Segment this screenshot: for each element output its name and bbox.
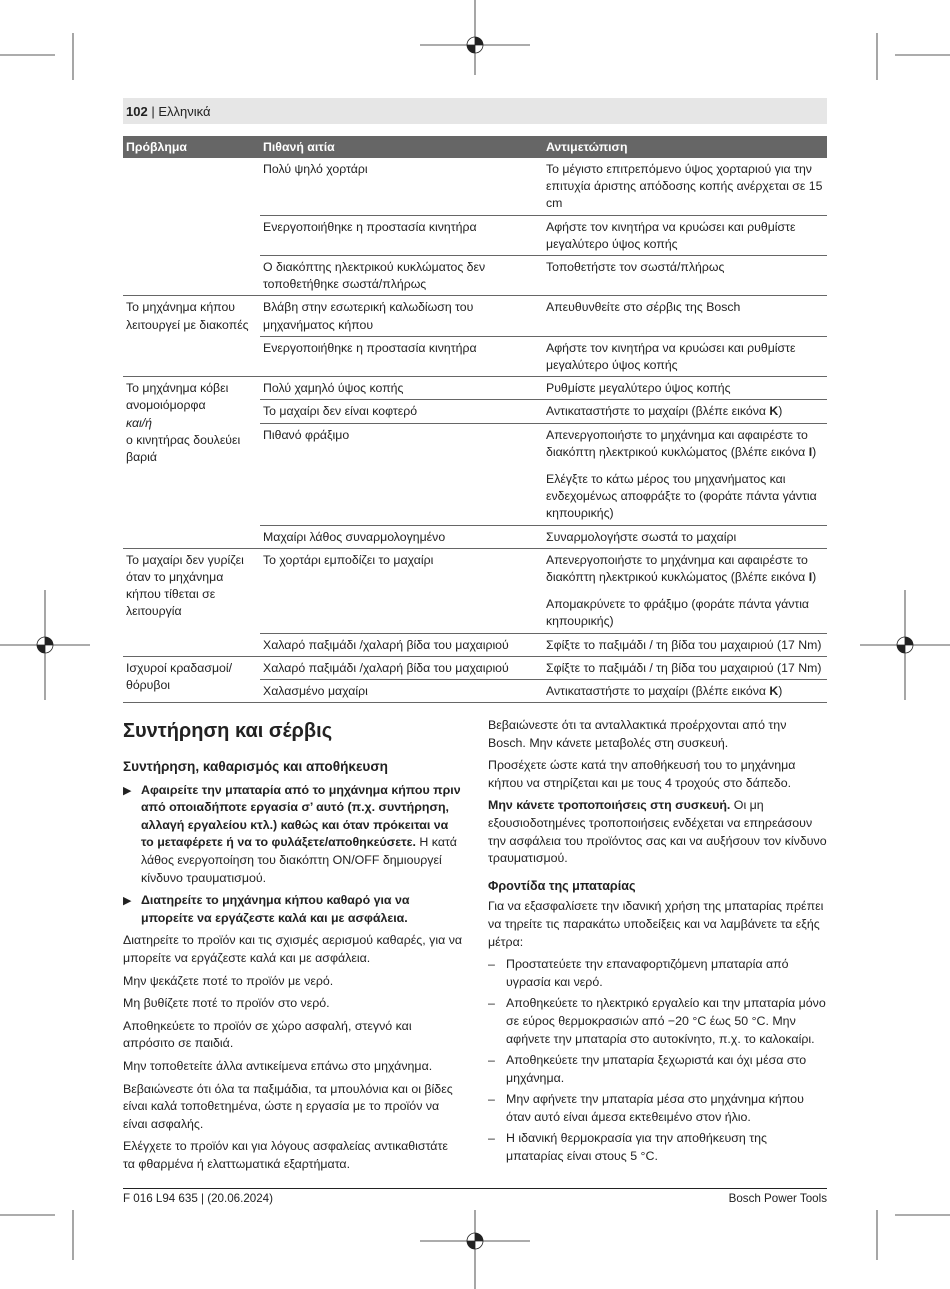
cause-cell: Χαλαρό παξιμάδι /χαλαρή βίδα του μαχαιριού [260,633,543,656]
list-item: – Η ιδανική θερμοκρασία για την αποθήκευση της μπαταρίας είναι στους 5 °C. [488,1131,768,1164]
safety-bullet [123,782,463,888]
list-item: – Προστατεύετε την επαναφορτιζόμενη μπαταρία από υγρασία και νερό. [488,957,789,989]
footer-brand: Bosch Power Tools [728,1192,827,1205]
footer-doc-id: F 016 L94 635 | (20.06.2024) [123,1192,273,1205]
column-header-cause: Πιθανή αιτία [260,136,543,158]
cause-cell: Το χορτάρι εμποδίζει το μαχαίρι [260,548,543,633]
remedy-cell: Τοποθετήστε τον σωστά/πλήρως [543,256,827,296]
list-item: – Αποθηκεύετε την μπαταρία ξεχωριστά και όχι μέσα στο μηχάνημα. [488,1053,807,1085]
cause-cell: Πολύ χαμηλό ύψος κοπής [260,377,543,400]
table-row [123,377,827,400]
figure-ref: K [769,684,779,699]
figure-ref: I [808,444,813,459]
paragraph-bold-text: Μην κάνετε τροποποιήσεις στη συσκευή. [488,798,731,813]
table-header-row [123,136,827,158]
troubleshooting-table [123,136,827,703]
remedy-cell: Το μέγιστο επιτρεπόμενο ύψος χορταριού για την επιτυχία άριστης απόδοσης κοπής ανέρχεται σε 15 cm [543,158,827,215]
remedy-cell: Απομακρύνετε το φράξιμο (φοράτε πάντα γάντια κηπουρικής) [543,588,827,633]
cause-cell: Ο διακόπτης ηλεκτρικού κυκλώματος δεν τοποθετήθηκε σωστά/πλήρως [260,256,543,296]
remedy-cell: Σφίξτε το παξιμάδι / τη βίδα του μαχαιριού (17 Nm) [543,656,827,679]
cause-cell: Πολύ ψηλό χορτάρι [260,158,543,215]
dash-bullet: – [488,1053,495,1068]
paragraph [488,797,827,867]
section-title: Συντήρηση και σέρβις [123,720,333,742]
dash-bullet: – [488,996,495,1011]
paragraph: Αποθηκεύετε το προϊόν σε χώρο ασφαλή, στεγνό και απρόσιτο σε παιδιά. [123,1018,412,1051]
list-item: – Αποθηκεύετε το ηλεκτρικό εργαλείο και την μπαταρία μόνο σε εύρος θερμοκρασιών από −20 °C έως 50 °C. Μην αφήνετε την μπαταρία στο αυτοκίνητο, π.χ. το καλοκαίρι. [488,996,826,1046]
right-column [488,717,827,1170]
remedy-cell: Αφήστε τον κινητήρα να κρυώσει και ρυθμίστε μεγαλύτερο ύψος κοπής [543,336,827,376]
dash-bullet: – [488,1131,495,1146]
remedy-cell: Συναρμολογήστε σωστά το μαχαίρι [543,525,827,548]
remedy-cell: Ρυθμίστε μεγαλύτερο ύψος κοπής [543,377,827,400]
figure-ref: K [769,404,779,419]
bullet-text: Η κατά λάθος ενεργοποίηση του διακόπτη ON/OFF δημιουργεί κίνδυνο τραυματισμού. [141,835,457,885]
problem-line: Το μηχάνημα κόβει ανομοιόμορφα [126,381,229,413]
paragraph: Μη βυθίζετε ποτέ το προϊόν στο νερό. [123,996,330,1011]
paragraph: Βεβαιώνεστε ότι τα ανταλλακτικά προέρχονται από την Bosch. Μην κάνετε μεταβολές στη συσκευή. [488,718,787,750]
dash-bullet: – [488,957,495,972]
cause-cell: Πιθανό φράξιμο [260,423,543,525]
problem-cell: Το μηχάνημα κήπου λειτουργεί με διακοπές [123,296,260,377]
problem-cell [123,158,260,296]
table-row [123,296,827,336]
paragraph: Ελέγχετε το προϊόν και για λόγους ασφαλείας αντικαθιστάτε τα φθαρμένα ή ελαττωματικά εξαρτήματα. [123,1139,448,1171]
cause-cell: Χαλασμένο μαχαίρι [260,680,543,703]
problem-line: ο κινητήρας δουλεύει βαριά [126,432,241,465]
page-number: 102 [126,104,148,119]
remedy-cell: Σφίξτε το παξιμάδι / τη βίδα του μαχαιριού (17 Nm) [543,633,827,656]
problem-cell [123,377,260,549]
remedy-cell: Αφήστε τον κινητήρα να κρυώσει και ρυθμίστε μεγαλύτερο ύψος κοπής [543,215,827,255]
cause-cell: Το μαχαίρι δεν είναι κοφτερό [260,400,543,423]
safety-bullet [123,892,463,927]
registration-mark-bottom [420,1210,530,1289]
remedy-cell: Απενεργοποιήστε το μηχάνημα και αφαιρέστε το διακόπτη ηλεκτρικού κυκλώματος (βλέπε εικόνα I) [546,427,817,459]
table-row [123,656,827,679]
list-item: – Μην αφήνετε την μπαταρία μέσα στο μηχάνημα κήπου όταν αυτό είναι άμεσα εκτεθειμένο στον ήλιο. [488,1092,804,1124]
column-header-remedy: Αντιμετώπιση [543,136,827,158]
remedy-cell: Απενεργοποιήστε το μηχάνημα και αφαιρέστε το διακόπτη ηλεκτρικού κυκλώματος (βλέπε εικόνα I) [546,552,817,585]
triangle-bullet-icon: ▶ [123,784,132,797]
remedy-cell: Ελέγξτε το κάτω μέρος του μηχανήματος και ενδεχομένως αποφράξτε το (φοράτε πάντα γάντια κηπουρικής) [543,463,827,525]
paragraph-text: Οι μη εξουσιοδοτημένες τροποποιήσεις ενδέχεται να επηρεάσουν την ασφάλεια του προϊόντος σας και να αυξήσουν τον κίνδυνο τραυματισμού. [488,798,827,866]
header-separator: | [147,104,159,119]
bullet-bold-text: Αφαιρείτε την μπαταρία από το μηχάνημα κήπου πριν από οποιαδήποτε εργασία σ’ αυτό (π.χ. συντήρηση, αλλαγή εργαλείου κτλ.) καθώς και όταν πρόκειται να το μεταφέρετε ή να το φυλάξετε/αποθηκεύσετε. [141,782,461,850]
triangle-bullet-icon: ▶ [123,895,132,908]
page-header-bar [123,98,827,124]
cause-cell: Βλάβη στην εσωτερική καλωδίωση του μηχανήματος κήπου [260,296,543,336]
dash-bullet: – [488,1092,495,1107]
page-header [126,104,210,119]
paragraph: Διατηρείτε το προϊόν και τις σχισμές αερισμού καθαρές, για να μπορείτε να εργάζεστε καλά και με ασφάλεια. [123,933,463,965]
problem-cell: Ισχυροί κραδασμοί/ θόρυβοι [123,656,260,702]
problem-line-italic: και/ή [126,415,152,430]
cause-cell: Μαχαίρι λάθος συναρμολογημένο [260,525,543,548]
remedy-cell: Απευθυνθείτε στο σέρβις της Bosch [543,296,827,336]
remedy-cell: Αντικαταστήστε το μαχαίρι (βλέπε εικόνα K) [543,400,827,423]
left-column [123,718,463,1178]
paragraph: Προσέχετε ώστε κατά την αποθήκευσή του το μηχάνημα κήπου να στηρίζεται και με τους 4 τροχούς στο δάπεδο. [488,758,796,790]
remedy-cell: Αντικαταστήστε το μαχαίρι (βλέπε εικόνα K) [543,680,827,703]
subsection-title: Συντήρηση, καθαρισμός και αποθήκευση [123,759,388,774]
table-row [123,548,827,588]
cause-cell: Ενεργοποιήθηκε η προστασία κινητήρα [260,215,543,255]
cause-cell: Ενεργοποιήθηκε η προστασία κινητήρα [260,336,543,376]
footer-divider [123,1188,827,1189]
paragraph: Μην τοποθετείτε άλλα αντικείμενα επάνω στο μηχάνημα. [123,1058,433,1073]
paragraph: Μην ψεκάζετε ποτέ το προϊόν με νερό. [123,973,334,988]
bullet-bold-text: Διατηρείτε το μηχάνημα κήπου καθαρό για να μπορείτε να εργάζεστε καλά και με ασφάλεια. [141,893,410,925]
table-row [123,158,827,215]
cause-cell: Χαλαρό παξιμάδι /χαλαρή βίδα του μαχαιριού [260,656,543,679]
problem-cell: Το μαχαίρι δεν γυρίζει όταν το μηχάνημα κήπου τίθεται σε λειτουργία [123,548,260,656]
battery-care-title: Φροντίδα της μπαταρίας [488,878,636,893]
paragraph: Βεβαιώνεστε ότι όλα τα παξιμάδια, τα μπουλόνια και οι βίδες είναι καλά τοποθετημένα, ώστε η εργασία με το προϊόν να είναι ασφαλής. [123,1081,453,1131]
paragraph: Για να εξασφαλίσετε την ιδανική χρήση της μπαταρίας πρέπει να τηρείτε τις παρακάτω υποδείξεις και να λαμβάνετε τα εξής μέτρα: [488,899,824,949]
header-language: Ελληνικά [158,104,211,119]
column-header-problem: Πρόβλημα [123,136,260,158]
figure-ref: I [808,570,813,585]
